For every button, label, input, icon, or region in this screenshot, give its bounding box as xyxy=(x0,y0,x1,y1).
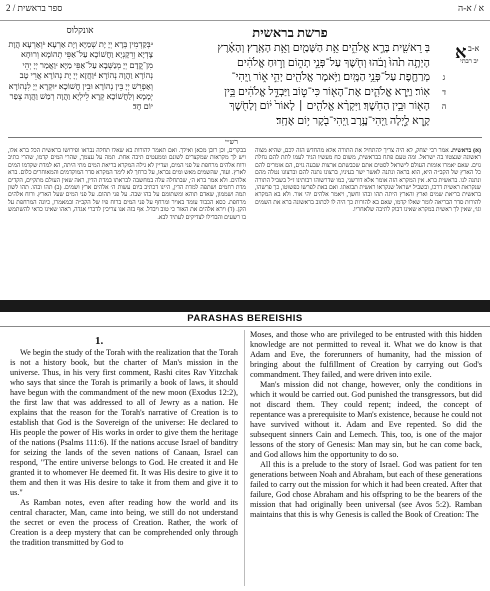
english-section-title: PARASHAS BEREISHIS xyxy=(0,312,490,327)
verse-line: אֽוֹר׃ וַיַּ֧רְא אֱלֹהִ֛ים אֶת־הָא֖וֹר כִּי־ט֑וֹב וַיַּבְדֵּ֣ל אֱלֹהִ֔ים בֵּ֥ין xyxy=(224,85,430,98)
paragraph: All this is a prelude to the story of Israel. God was patient for ten generations between Noah and Abraham, but each of these generations failed to carry out the mission for which it had been created. After that failure, God chose Abraham and his offspring to be the bearers of the mission that had originally been universal (see Avos 5:2). Ramban maintains that this is why Genesis is called the Book of Creation: The xyxy=(250,460,482,519)
chapter-letter: א xyxy=(455,42,467,62)
rashi-label: רש״י xyxy=(225,138,238,146)
verse-number: ה xyxy=(441,102,447,111)
rashi-column-right xyxy=(255,148,481,298)
rashi-lead: (א) בראשית. xyxy=(450,148,481,154)
rashi-right-text: אמר רבי יצחק, לא היה צריך להתחיל את התורה אלא מהחדש הזה לכם, שהיא מצוה ראשונה שנצטוו בה ישראל. ומה טעם פתח בבראשית, משום כח מעשיו הגיד לעמו לתת להם נחלת גוים. שאם יאמרו אומות העולם לישראל לסטים אתם שכבשתם ארצות שבעה גוים, הם אומרים להם כל הארץ של הקב״ה היא, הוא בראה ונתנה לאשר ישר בעיניו, ברצונו נתנה להם וברצונו נטלה מהם ונתנה לנו. בראשית ברא. אין המקרא הזה אומר אלא דורשני, כמו שדרשוהו רבותינו ז״ל בשביל התורה שנקראת ראשית דרכו, ובשביל ישראל שנקראו ראשית תבואתו. ואם באת לפרשו כפשוטו, כך פרשהו, בראשית בריאת שמים וארץ והארץ היתה תהו ובהו וחשך, ויאמר אלהים יהי אור. ולא בא המקרא להורות סדר הבריאה לומר שאלו קדמו, שאם בא להורות כך היה לו לכתוב בראשונה ברא את השמים וגו׳, שאין לך ראשית במקרא שאינו דבוק לתיבה שלאחריו. xyxy=(255,148,481,214)
english-column-right xyxy=(250,330,482,586)
page-header-left: 2 / ספר בראשית xyxy=(6,3,63,13)
column-divider xyxy=(244,330,245,586)
paragraph: As Ramban notes, even after reading how the world and its central character, Man, came into being, we still do not understand the secret or even the process of Creation. Rather, the work of Creation is a deep mystery that can be comprehended only through the tradition transmitted by God to xyxy=(10,498,238,547)
english-column-left xyxy=(10,348,238,586)
paragraph: Man's mission did not change, however, only the conditions in which it would be carried out. God punished the transgressors, but did not discard them. They could repent; indeed, the concept of repentance was a prerequisite to Man's existence, because he could not have survived without it. Adam and Eve repented. So did the subsequent sinners Cain and Lemech. This, too, is one of the major lessons of the story of Genesis: Man may sin, but he can come back, and God allows him the opportunity to do so. xyxy=(250,380,482,459)
verse-line: הָיְתָ֥ה תֹ֙הוּ֙ וָבֹ֔הוּ וְחֹ֖שֶׁךְ עַל־פְּנֵ֣י תְה֑וֹם וְר֣וּחַ אֱלֹהִ֔ים xyxy=(236,56,430,69)
verse-line: בְּ רֵאשִׁ֖ית בָּרָ֣א אֱלֹהִ֑ים אֵ֥ת הַשָּׁמַ֖יִם וְאֵ֥ת הָאָֽרֶץ׃ וְהָאָ֗רֶץ xyxy=(217,42,430,54)
verse-line: קָ֣רָא לָ֑יְלָה וַֽיְהִי־עֶ֥רֶב וַֽיְהִי־בֹ֖קֶר י֥וֹם אֶחָֽד׃ xyxy=(276,114,430,127)
verse-range: א-ב xyxy=(468,44,480,53)
onkelos-title: אונקלוס xyxy=(66,25,94,35)
paragraph: We begin the study of the Torah with the realization that the Torah is not a history book, but the charter of Man's mission in the universe. Thus, in his very first comment, Rashi cites Rav Yitzchak who says that since the Torah is primarily a book of laws, it should have begun with the commandment of the new moon (Exodus 12:2), the first law that was addressed to all of Jewry as a nation. He explains that the reason for the Torah's narrative of Creation is to establish that God is the Sovereign of the universe: He declared to His people the power of His works in order to give them the heritage of the nations (Psalms 111:6). If the nations accuse Israel of banditry for seizing the lands of the seven nations of Canaan, Israel can respond, "The entire universe belongs to God. He created it and He granted it to whomever He deemed fit. It was His desire to give it to them and then it was His desire to take it from them and give it to us." xyxy=(10,348,238,497)
running-header xyxy=(0,0,490,21)
onkelos-text: ᵃבְּקַדְמִין בְּרָא יְיָ יָת שְׁמַיָּא וְיָת אַרְעָא׃ ᵇוְאַרְעָא הֲוָת צָדְיָא וְרֵקָנְיָא וַחֲשׁוֹכָא עַל־אַפֵּי תְהוֹמָא וְרוּחָא מִן־קֳדָם יְיָ מְנַשְּׁבָא עַל־אַפֵּי מַיָּא׃ ᶜוַאֲמַר יְיָ יְהֵי נְהוֹרָא וַהֲוָה נְהוֹרָא׃ ᵈוַחֲזָא יְיָ יָת נְהוֹרָא אֲרֵי טָב וְאַפְרֵשׁ יְיָ בֵּין נְהוֹרָא וּבֵין חֲשׁוֹכָא׃ ᵉוּקְרָא יְיָ לִנְהוֹרָא יְמָמָא וְלַחֲשׁוֹכָא קְרָא לֵילְיָא וַהֲוָה רְמַשׁ וַהֲוָה צְפַר יוֹם חָד׃ xyxy=(8,40,153,112)
section-number: 1. xyxy=(95,335,104,347)
verse-number: ד xyxy=(442,87,446,97)
paragraph: Moses, and those who are privileged to be entrusted with this hidden knowledge are not permitted to reveal it. What we do know is that Adam and Eve, the forerunners of humanity, had the mission of bringing about the fulfillment of Creation by carrying out God's commandment. They failed, and were driven into exile. xyxy=(250,330,482,379)
verse-line: הָא֖וֹר וּבֵ֥ין הַחֹֽשֶׁךְ׃ וַיִּקְרָ֨א אֱלֹהִ֤ים ׀ לָאוֹר֙ י֔וֹם וְלַחֹ֖שֶׁךְ xyxy=(229,100,430,112)
verse-line: מְרַחֶ֖פֶת עַל־פְּנֵ֥י הַמָּֽיִם׃ וַיֹּ֥אמֶר אֱלֹהִ֖ים יְהִ֣י א֑וֹר וַֽיְהִי־ xyxy=(231,71,430,83)
rashi-divider xyxy=(8,137,482,138)
section-band xyxy=(0,300,490,312)
reference-note: יב רבתי xyxy=(460,58,479,65)
parsha-title: פרשת בראשית xyxy=(252,25,328,40)
verse-number: ג xyxy=(442,73,446,82)
rashi-column-left: בבקרים, וכן רובן מכאן ואילך. ואם תאמר להורות בא שאלו תחלה נבראו ופירושו בראשית הכל ברא אלו, ויש לך מקראות שמקצרים לשונם וממעטים תיבה אחת. תמה על עצמך, שהרי המים קדמו, שהרי כתיב ורוח אלהים מרחפת על פני המים, ועדיין לא גילה המקרא בריאת המים מתי היתה, הא למדת שקדמו המים לארץ. ועוד, שהשמים מאש ומים נבראו, על כרחך לא לימד המקרא סדר המוקדמים והמאוחרים כלום. ברא אלהים. ולא אמר ברא ה׳, שבתחלה עלה במחשבה לבראתו במדת הדין, ראה שאין העולם מתקיים, הקדים מדת רחמים ושתפה למדת הדין, היינו דכתיב ביום עשות ה׳ אלהים ארץ ושמים. (ב) תהו ובהו. תהו לשון תמה ושממון, שאדם תוהא ומשתומם על בהו שבה. על פני תהום. על פני המים שעל הארץ. ורוח אלהים מרחפת. כסא הכבוד עומד באויר ומרחף על פני המים ברוח פיו של הקב״ה ובמאמרו, כיונה המרחפת על הקן. (ד) וירא אלהים את האור כי טוב ויבדל. אף בזה אנו צריכין לדברי אגדה, ראהו שאינו כדאי להשתמש בו רשעים והבדילו לצדיקים לעתיד לבא. xyxy=(8,148,246,221)
page-header-right: א / א-ה xyxy=(458,3,484,13)
